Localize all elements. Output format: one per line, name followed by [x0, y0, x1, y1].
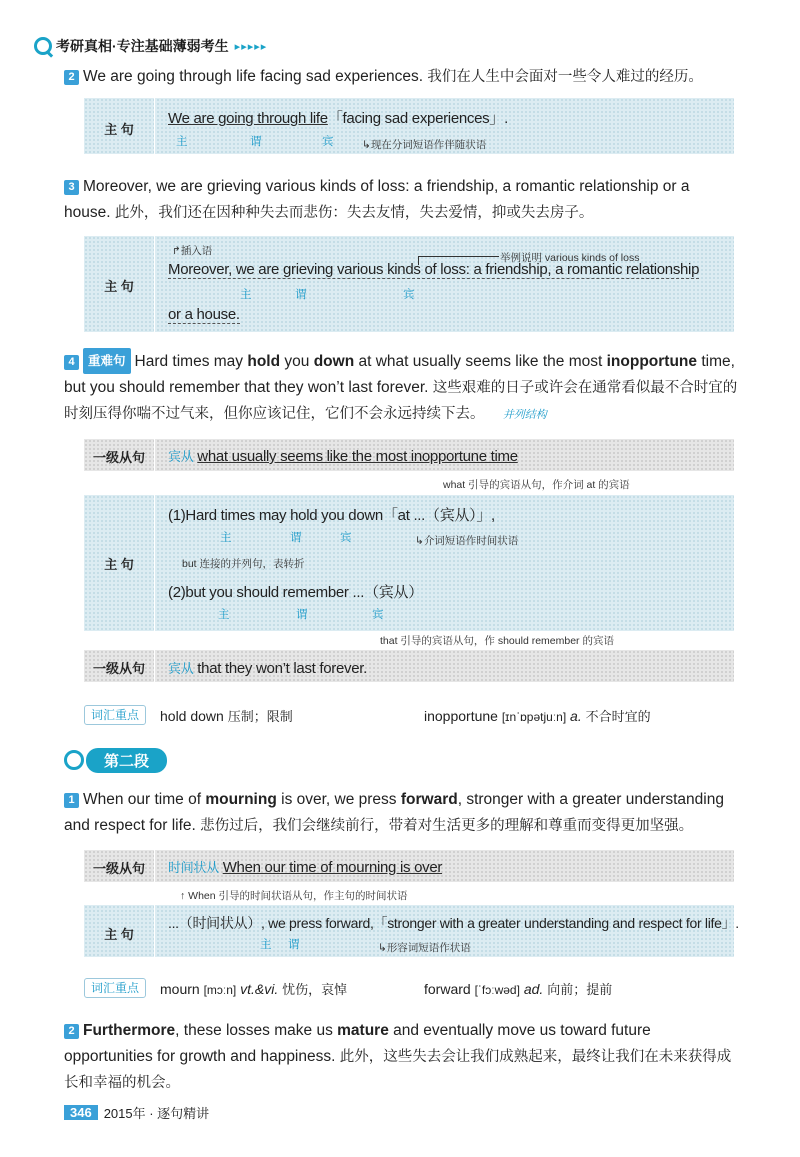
arrows-icon: ▸▸▸▸▸	[234, 40, 268, 53]
search-q-icon	[64, 750, 84, 770]
vocab-tag: 词汇重点	[84, 978, 146, 998]
gloss-predicate: 谓	[295, 289, 307, 301]
note: ↳现在分词短语作伴随状语	[362, 139, 487, 151]
paragraph-s2-2: 2 Furthermore, these losses make us mature and eventually move us toward future opportunities for growth and happiness. 此外，这些失去会让我们成熟起来，最终让我们在未来获得成长和幸福的机会。	[64, 1022, 732, 1091]
page-header: 考研真相 · 专注基础薄弱考生 ▸▸▸▸▸	[34, 34, 267, 58]
vocab-tag: 词汇重点	[84, 705, 146, 725]
sentence-number: 2	[64, 70, 79, 85]
sentence-en: We are going through life facing sad experiences.	[83, 68, 424, 85]
gloss-subject: 主	[176, 136, 188, 148]
side-note: 并列结构	[502, 409, 547, 421]
clause-main: ...（时间状从）, we press forward,「stronger with a greater understanding and respect for life」.	[168, 915, 739, 931]
footer-text: 2015年 · 逐句精讲	[103, 1106, 210, 1121]
clause-line1: Moreover, we are grieving various kinds of loss: a friendship, a romantic relationship	[168, 261, 700, 278]
clause-1: (1)Hard times may hold you down「at ...（宾从）」,	[168, 507, 495, 524]
vocab-1: hold down 压制；限制	[160, 708, 293, 725]
box-label: 一级从句	[92, 661, 145, 676]
clause-line2: or a house.	[168, 306, 240, 323]
paragraph-3	[64, 174, 740, 226]
hard-sentence-badge: 重难句	[83, 348, 131, 374]
header-subtitle: 专注基础薄弱考生	[116, 38, 229, 54]
box-label: 主 句	[104, 557, 134, 572]
box-label: 主 句	[104, 279, 134, 294]
subclause-text: 宾从 what usually seems like the most inopportune time	[168, 448, 518, 465]
section-header	[64, 748, 167, 772]
note: that 引导的宾语从句，作 should remember 的宾语	[380, 635, 614, 647]
page-number: 346	[64, 1105, 98, 1120]
paragraph-2	[64, 64, 740, 90]
gloss-object: 宾	[403, 289, 415, 301]
note-insert: ↱插入语	[172, 245, 213, 257]
note: what 引导的宾语从句，作介词 at 的宾语	[443, 479, 630, 491]
vocab-2: inopportune [ɪnˈɒpətjuːn] a. 不合时宜的	[424, 708, 651, 725]
gloss-predicate: 谓	[250, 136, 262, 148]
sentence-en: Moreover, we are grieving various kinds of loss: a friendship, a romantic relationship or a house.	[64, 178, 690, 221]
box-label: 主 句	[104, 122, 134, 137]
box-label: 一级从句	[92, 450, 145, 465]
header-title: 考研真相	[56, 38, 112, 54]
sentence-number: 4	[64, 355, 79, 370]
note: but 连接的并列句，表转折	[182, 558, 305, 570]
gloss-subject: 主	[240, 289, 252, 301]
note: ↑ When 引导的时间状语从句，作主句的时间状语	[180, 890, 408, 902]
page-footer	[64, 1103, 209, 1122]
sentence-cn: 此外，我们还在因种种失去而悲伤：失去友情，失去爱情，抑或失去房子。	[114, 205, 594, 221]
clause-2: (2)but you should remember ...（宾从）	[168, 584, 423, 601]
note-example: 举例说明 various kinds of loss	[500, 252, 640, 264]
clause-main: We are going through life「facing sad experiences」.	[168, 110, 508, 127]
paragraph-s2-1: 1 When our time of mourning is over, we press forward, stronger with a greater understanding and respect for life. 悲伤过后，我们会继续前行，带着对生活更多的理解和尊重而变得更加坚强。	[64, 791, 724, 834]
gloss-object: 宾	[322, 136, 334, 148]
search-q-icon	[34, 37, 52, 55]
paragraph-4: 4 重难句 Hard times may hold you down at what usually seems like the most inopportune time, but you should remember that they won’t last forever. 这些艰难的日子或许会在通常看似最不合时宜的时刻压得你喘不过气来，但你应该记住，它们不会永远持续下去。 并列结构	[64, 348, 740, 428]
subclause-text: 时间状从 When our time of mourning is over	[168, 859, 443, 876]
note: ↳介词短语作时间状语	[415, 535, 519, 547]
vocab-2: forward [ˈfɔːwəd] ad. 向前；提前	[424, 981, 613, 998]
vocab-1: mourn [mɔːn] vt.&vi. 忧伤，哀悼	[160, 981, 348, 998]
section-title: 第二段	[86, 748, 167, 773]
sentence-number: 3	[64, 180, 79, 195]
sentence-cn: 我们在人生中会面对一些令人难过的经历。	[427, 69, 703, 85]
subclause-text: 宾从 that they won’t last forever.	[168, 660, 368, 677]
